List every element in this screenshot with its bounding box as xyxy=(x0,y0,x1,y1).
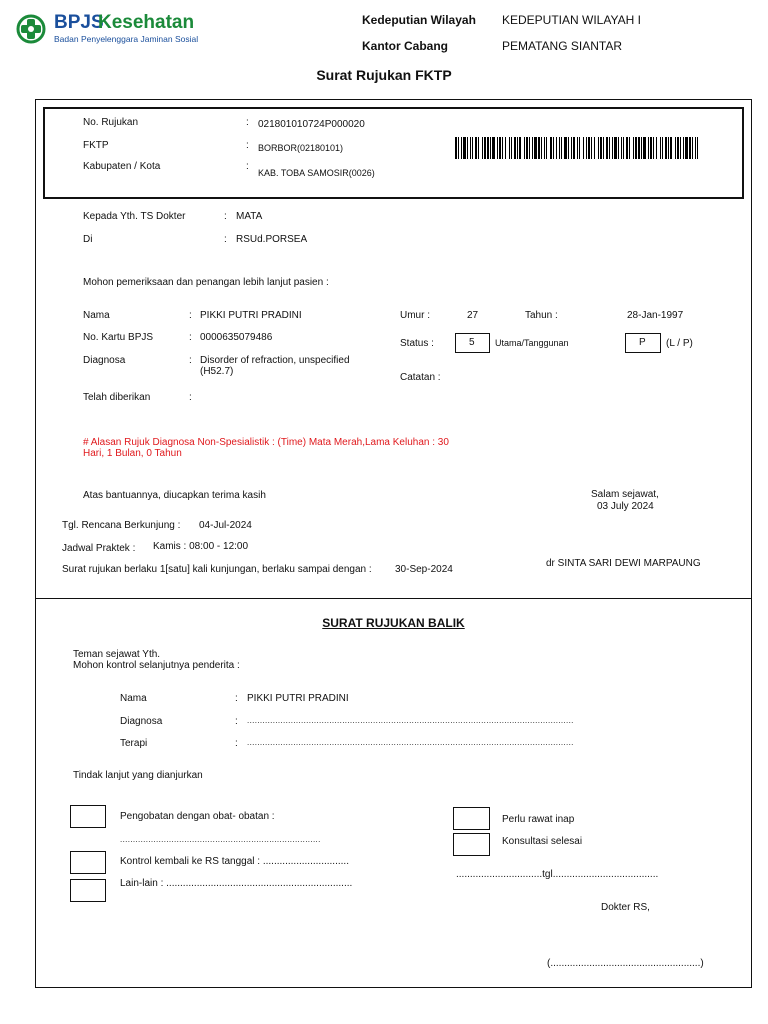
kedeputian-value: KEDEPUTIAN WILAYAH I xyxy=(502,13,641,27)
telah-colon: : xyxy=(189,392,192,403)
logo-tagline: Badan Penyelenggara Jaminan Sosial xyxy=(54,34,199,44)
balik-diagnosa-label: Diagnosa xyxy=(120,716,163,727)
page-title: Surat Rujukan FKTP xyxy=(316,67,452,83)
umur-value: 27 xyxy=(467,310,479,321)
diagnosa-colon: : xyxy=(189,355,192,366)
nama-label: Nama xyxy=(83,310,110,321)
kedeputian-label: Kedeputian Wilayah xyxy=(362,13,476,27)
request-text: Mohon pemeriksaan dan penangan lebih lanjut pasien : xyxy=(83,277,329,288)
referral-barcode xyxy=(455,137,703,159)
doctor-name: dr SINTA SARI DEWI MARPAUNG xyxy=(546,558,701,569)
rencana-value: 04-Jul-2024 xyxy=(199,520,252,531)
telah-label: Telah diberikan xyxy=(83,392,151,403)
jadwal-label: Jadwal Praktek : xyxy=(62,543,136,554)
kabupaten-value: KAB. TOBA SAMOSIR(0026) xyxy=(258,168,375,178)
kantor-label: Kantor Cabang xyxy=(362,39,449,53)
bpjs-logo xyxy=(16,12,199,46)
diagnosa-label: Diagnosa xyxy=(83,355,126,366)
nama-value: PIKKI PUTRI PRADINI xyxy=(200,310,302,321)
lain-label: Lain-lain : ................................................................... xyxy=(120,878,353,889)
no-rujukan-value: 021801010724P000020 xyxy=(258,119,365,130)
fktp-value: BORBOR(02180101) xyxy=(258,143,344,153)
nama-colon: : xyxy=(189,310,192,321)
kabupaten-label: Kabupaten / Kota xyxy=(83,161,161,172)
gender-options: (L / P) xyxy=(666,338,693,349)
kontrol-label: Kontrol kembali ke RS tanggal : ............................... xyxy=(120,856,349,867)
no-rujukan-colon: : xyxy=(246,117,249,128)
diagnosa-value-1: Disorder of refraction, unspecified xyxy=(200,355,350,366)
tindak-lanjut-text: Tindak lanjut yang dianjurkan xyxy=(73,770,203,781)
pengobatan-dots[interactable]: .............................................................................. xyxy=(120,835,321,844)
mohon-text: Mohon kontrol selanjutnya penderita : xyxy=(73,660,240,671)
reason-line-1: # Alasan Rujuk Diagnosa Non-Spesialistik : (Time) Mata Merah,Lama Keluhan : 30 xyxy=(83,437,449,448)
salam-text: Salam sejawat, xyxy=(591,489,659,500)
kabupaten-colon: : xyxy=(246,161,249,172)
balik-terapi-dots[interactable]: ............................................................................................................................... xyxy=(247,738,574,747)
salam-date: 03 July 2024 xyxy=(597,501,654,512)
berlaku-text: Surat rujukan berlaku 1[satu] kali kunjungan, berlaku sampai dengan : xyxy=(62,564,372,575)
logo-brand-suffix: Kesehatan xyxy=(98,12,195,33)
signature-line[interactable]: (......................................................) xyxy=(547,958,704,969)
konsultasi-checkbox[interactable] xyxy=(453,833,490,856)
di-value: RSUd.PORSEA xyxy=(236,234,308,245)
dokter-rs-label: Dokter RS, xyxy=(601,902,650,913)
catatan-label: Catatan : xyxy=(400,372,441,383)
rawat-inap-label: Perlu rawat inap xyxy=(502,814,575,825)
balik-nama-colon: : xyxy=(235,693,238,704)
rawat-inap-checkbox[interactable] xyxy=(453,807,490,830)
teman-text: Teman sejawat Yth. xyxy=(73,649,161,660)
konsultasi-label: Konsultasi selesai xyxy=(502,836,583,847)
fktp-label: FKTP xyxy=(83,140,109,151)
gender-box xyxy=(625,333,661,353)
kartu-label: No. Kartu BPJS xyxy=(83,332,154,343)
bpjs-logo-icon xyxy=(16,14,46,44)
kepada-value: MATA xyxy=(236,211,263,222)
kepada-colon: : xyxy=(224,211,227,222)
diagnosa-value-2: (H52.7) xyxy=(200,366,234,377)
di-colon: : xyxy=(224,234,227,245)
gender-value: P xyxy=(639,337,646,348)
pengobatan-checkbox[interactable] xyxy=(70,805,106,828)
status-desc: Utama/Tanggunan xyxy=(495,338,569,348)
di-label: Di xyxy=(83,234,93,245)
status-value: 5 xyxy=(469,337,475,348)
balik-nama-label: Nama xyxy=(120,693,147,704)
thanks-text: Atas bantuannya, diucapkan terima kasih xyxy=(83,490,266,501)
balik-terapi-label: Terapi xyxy=(120,738,148,749)
status-box xyxy=(455,333,490,353)
balik-terapi-colon: : xyxy=(235,738,238,749)
umur-label: Umur : xyxy=(400,310,430,321)
berlaku-value: 30-Sep-2024 xyxy=(395,564,453,575)
rencana-label: Tgl. Rencana Berkunjung : xyxy=(62,520,181,531)
status-label: Status : xyxy=(400,338,434,349)
tahun-value: 28-Jan-1997 xyxy=(627,310,684,321)
balik-diagnosa-dots[interactable]: ............................................................................................................................... xyxy=(247,716,574,725)
kepada-label: Kepada Yth. TS Dokter xyxy=(83,211,186,222)
jadwal-value: Kamis : 08:00 - 12:00 xyxy=(153,541,249,552)
balik-diagnosa-colon: : xyxy=(235,716,238,727)
tahun-label: Tahun : xyxy=(525,310,558,321)
kartu-value: 0000635079486 xyxy=(200,332,273,343)
kontrol-checkbox[interactable] xyxy=(70,851,106,874)
section-divider xyxy=(35,598,752,599)
no-rujukan-label: No. Rujukan xyxy=(83,117,139,128)
referral-form-frame xyxy=(35,99,752,988)
pengobatan-label: Pengobatan dengan obat- obatan : xyxy=(120,811,275,822)
fktp-colon: : xyxy=(246,140,249,151)
reason-line-2: Hari, 1 Bulan, 0 Tahun xyxy=(83,448,182,459)
lain-checkbox[interactable] xyxy=(70,879,106,902)
balik-nama-value: PIKKI PUTRI PRADINI xyxy=(247,693,349,704)
kartu-colon: : xyxy=(189,332,192,343)
kantor-value: PEMATANG SIANTAR xyxy=(502,39,623,53)
tgl-line[interactable]: ...............................tgl...................................... xyxy=(456,869,659,880)
logo-brand: BPJS xyxy=(54,12,104,33)
rujukan-balik-title: SURAT RUJUKAN BALIK xyxy=(322,616,465,630)
